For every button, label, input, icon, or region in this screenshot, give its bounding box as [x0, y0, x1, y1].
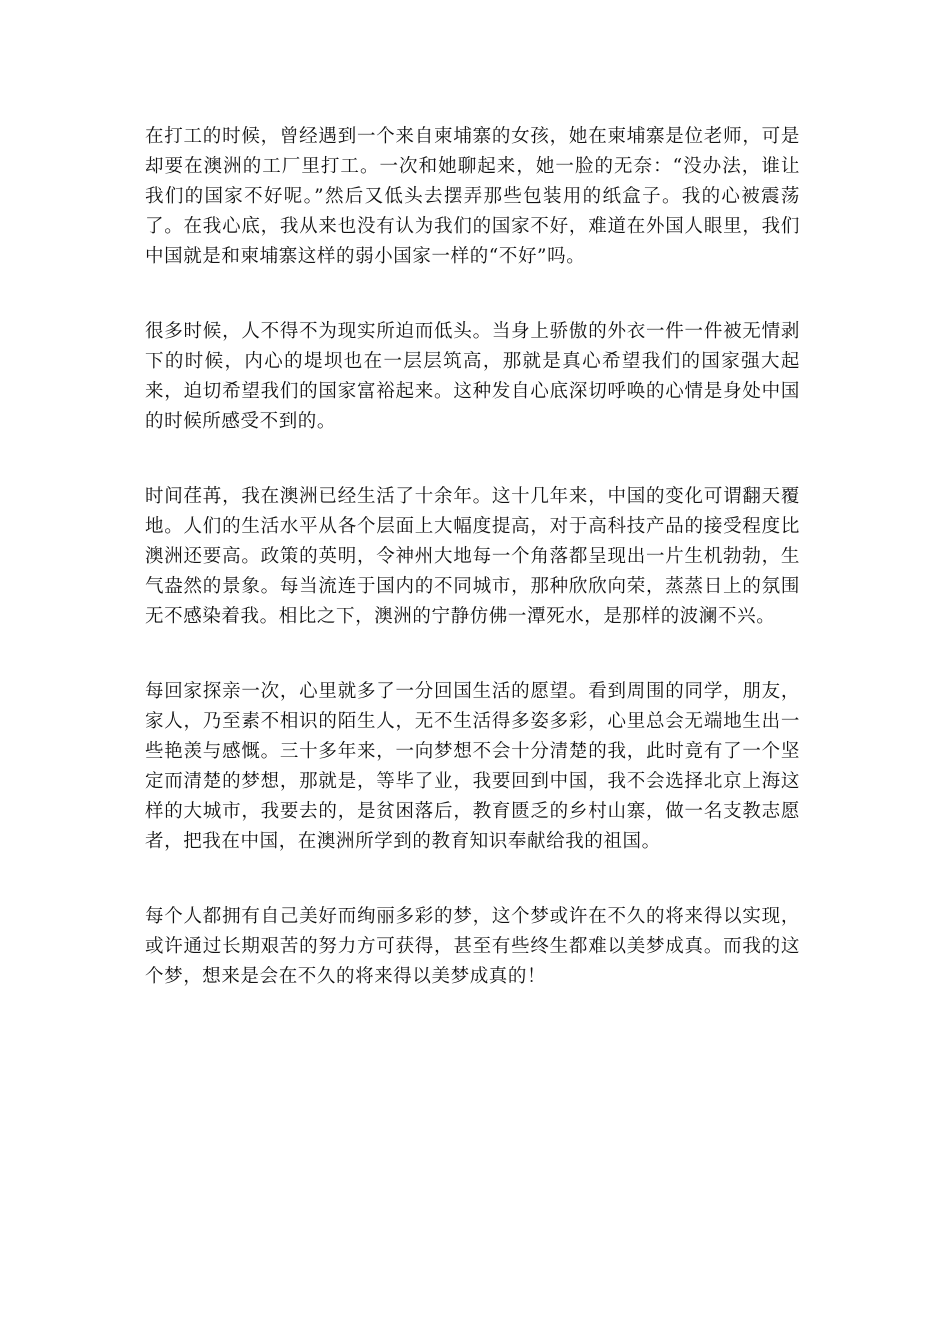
document-body [145, 122, 800, 992]
paragraph-5: 每个人都拥有自己美好而绚丽多彩的梦，这个梦或许在不久的将来得以实现，或许通过长期艰苦的努力方可获得，甚至有些终生都难以美梦成真。而我的这个梦，想来是会在不久的将来得以美梦成真的！ [145, 906, 800, 987]
paragraph-1: 在打工的时候，曾经遇到一个来自柬埔寨的女孩，她在柬埔寨是位老师，可是却要在澳洲的工厂里打工。一次和她聊起来，她一脸的无奈：“没办法，谁让我们的国家不好呢。”然后又低头去摆弄那些包装用的纸盒子。我的心被震荡了。在我心底，我从来也没有认为我们的国家不好，难道在外国人眼里，我们中国就是和柬埔寨这样的弱小国家一样的“不好”吗。 [145, 126, 800, 267]
paragraph-3: 时间荏苒，我在澳洲已经生活了十余年。这十几年来，中国的变化可谓翻天覆地。人们的生活水平从各个层面上大幅度提高，对于高科技产品的接受程度比澳洲还要高。政策的英明，令神州大地每一个角落都呈现出一片生机勃勃，生气盎然的景象。每当流连于国内的不同城市，那种欣欣向荣，蒸蒸日上的氛围无不感染着我。相比之下，澳洲的宁静仿佛一潭死水，是那样的波澜不兴。 [145, 486, 800, 627]
paragraph-4: 每回家探亲一次，心里就多了一分回国生活的愿望。看到周围的同学，朋友，家人，乃至素不相识的陌生人，无不生活得多姿多彩，心里总会无端地生出一些艳羡与感慨。三十多年来，一向梦想不会十分清楚的我，此时竟有了一个坚定而清楚的梦想，那就是，等毕了业，我要回到中国，我不会选择北京上海这样的大城市，我要去的，是贫困落后，教育匮乏的乡村山寨，做一名支教志愿者，把我在中国，在澳洲所学到的教育知识奉献给我的祖国。 [145, 681, 800, 852]
paragraph-2: 很多时候，人不得不为现实所迫而低头。当身上骄傲的外衣一件一件被无情剥下的时候，内心的堤坝也在一层层筑高，那就是真心希望我们的国家强大起来，迫切希望我们的国家富裕起来。这种发自心底深切呼唤的心情是身处中国的时候所感受不到的。 [145, 321, 800, 432]
